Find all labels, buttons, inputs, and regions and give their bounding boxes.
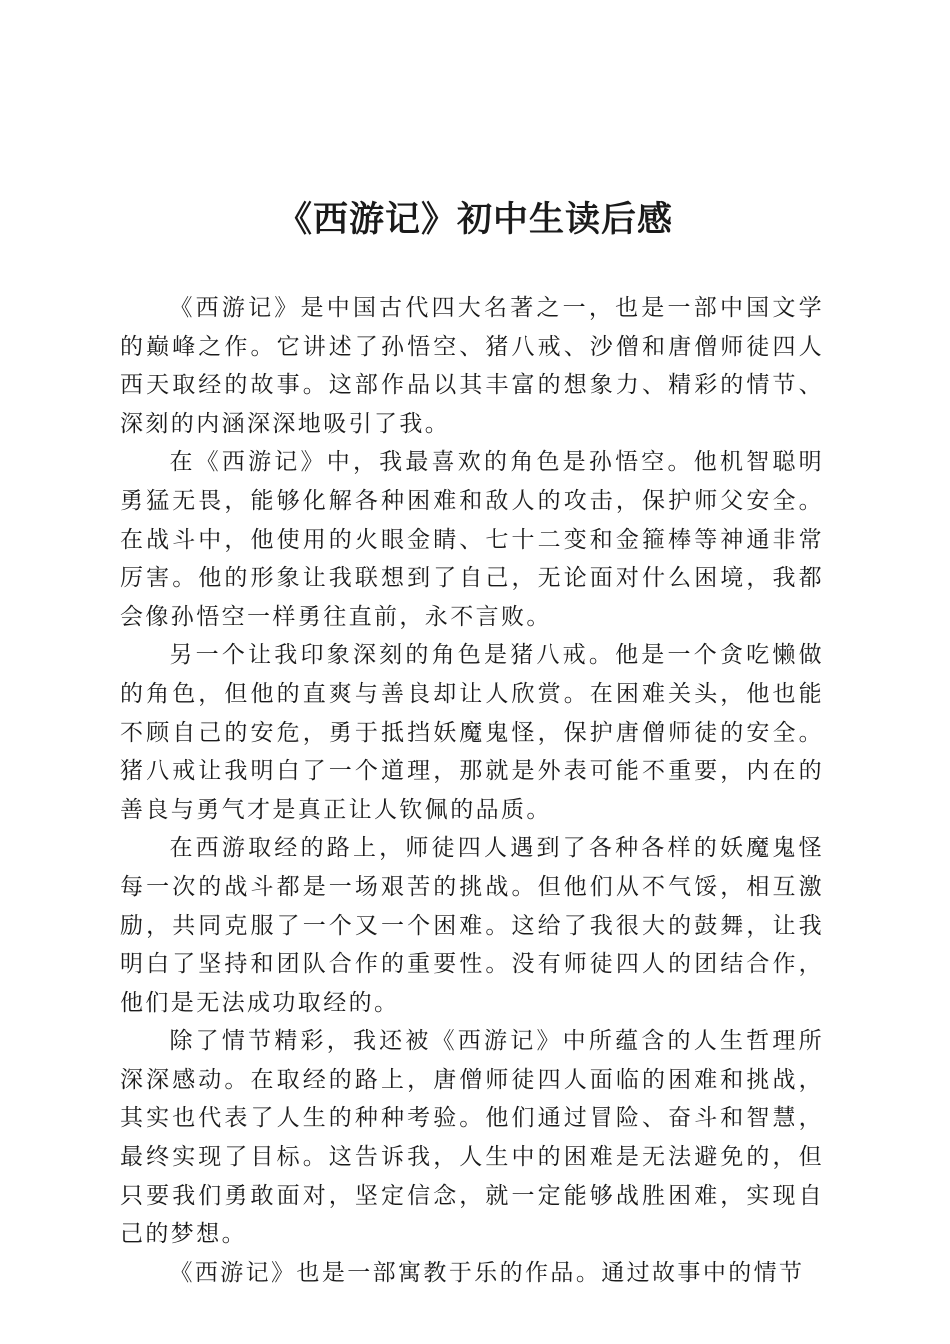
paragraph: 另一个让我印象深刻的角色是猪八戒。他是一个贪吃懒做的角色，但他的直爽与善良却让人欣赏。在困难关头，他也能不顾自己的安危，勇于抵挡妖魔鬼怪，保护唐僧师徒的安全。猪八戒让我明白了一个道理，那就是外表可能不重要，内在的善良与勇气才是真正让人钦佩的品质。 bbox=[120, 642, 824, 823]
paragraph: 《西游记》是中国古代四大名著之一，也是一部中国文学的巅峰之作。它讲述了孙悟空、猪八戒、沙僧和唐僧师徒四人西天取经的故事。这部作品以其丰富的想象力、精彩的情节、深刻的内涵深深地吸引了我。 bbox=[120, 295, 824, 437]
paragraph: 在西游取经的路上，师徒四人遇到了各种各样的妖魔鬼怪每一次的战斗都是一场艰苦的挑战。但他们从不气馁，相互激励，共同克服了一个又一个困难。这给了我很大的鼓舞，让我明白了坚持和团队合作的重要性。没有师徒四人的团结合作，他们是无法成功取经的。 bbox=[120, 835, 824, 1016]
paragraph: 除了情节精彩，我还被《西游记》中所蕴含的人生哲理所深深感动。在取经的路上，唐僧师徒四人面临的困难和挑战，其实也代表了人生的种种考验。他们通过冒险、奋斗和智慧，最终实现了目标。这告诉我，人生中的困难是无法避免的，但只要我们勇敢面对，坚定信念，就一定能够战胜困难，实现自己的梦想。 bbox=[120, 1028, 824, 1248]
document-body bbox=[120, 289, 824, 1292]
paragraph: 在《西游记》中，我最喜欢的角色是孙悟空。他机智聪明勇猛无畏，能够化解各种困难和敌人的攻击，保护师父安全。在战斗中，他使用的火眼金睛、七十二变和金箍棒等神通非常厉害。他的形象让我联想到了自己，无论面对什么困境，我都会像孙悟空一样勇往直前，永不言败。 bbox=[120, 449, 824, 630]
page-title: 《西游记》初中生读后感 bbox=[276, 199, 673, 240]
paragraph: 《西游记》也是一部寓教于乐的作品。通过故事中的情节 bbox=[169, 1259, 805, 1286]
